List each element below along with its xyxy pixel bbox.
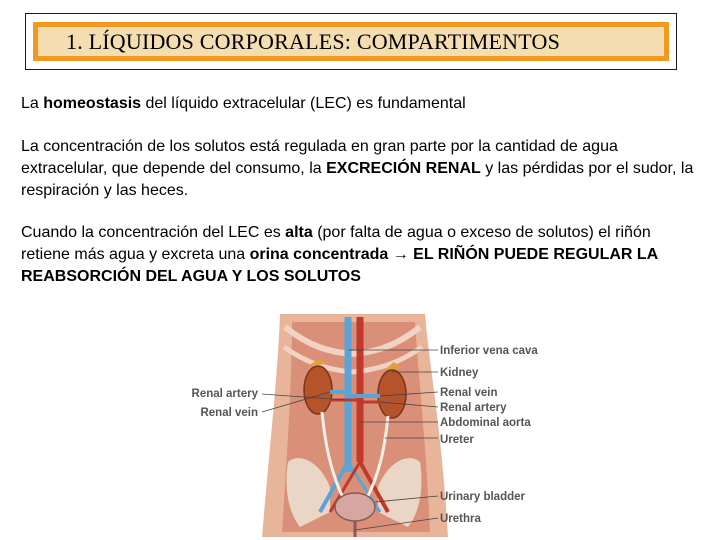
paragraph-solute-concentration [21, 136, 701, 202]
label-renal-artery-left: Renal artery [191, 388, 258, 400]
bold-run: orina concentrada [249, 246, 389, 263]
label-renal-vein: Renal vein [440, 387, 498, 399]
urinary-system-diagram [180, 312, 550, 537]
text-run: La concentración de los solutos está regulada en gran parte por la cantidad de agua extracelular, que depende del consumo, la [21, 138, 618, 177]
text-run: y las pérdidas por el sudor, la respiración y las heces. [21, 160, 694, 199]
text-run: La [21, 95, 44, 112]
label-renal-artery: Renal artery [440, 402, 507, 414]
text-run: → [388, 246, 414, 263]
paragraph-kidney-regulation [21, 222, 701, 288]
text-run: del líquido extracelular (LEC) es fundamental [141, 95, 466, 112]
title-frame [25, 13, 677, 70]
paragraph-homeostasis [21, 93, 701, 115]
label-abdominal-aorta: Abdominal aorta [440, 417, 531, 429]
bold-run: EL RIÑÓN PUEDE REGULAR LA REABSORCIÓN DEL AGUA Y LOS SOLUTOS [21, 246, 658, 285]
text-run: Cuando la concentración del LEC es [21, 224, 286, 241]
label-kidney: Kidney [440, 367, 479, 379]
label-inferior-vena-cava: Inferior vena cava [440, 345, 538, 357]
kidney-right [378, 370, 406, 418]
label-ureter: Ureter [440, 434, 474, 446]
page-title: 1. LÍQUIDOS CORPORALES: COMPARTIMENTOS [66, 28, 561, 54]
urinary-bladder [335, 493, 375, 521]
bold-run: EXCRECIÓN RENAL [326, 160, 481, 177]
label-urinary-bladder: Urinary bladder [440, 491, 525, 503]
bold-run: alta [285, 224, 313, 241]
text-run: (por falta de agua o exceso de solutos) el riñón retiene más agua y excreta una [21, 224, 651, 263]
urinary-system-figure [180, 312, 550, 537]
kidney-left [304, 366, 332, 414]
bold-run: homeostasis [43, 95, 142, 112]
label-renal-vein-left: Renal vein [200, 407, 258, 419]
label-urethra: Urethra [440, 513, 481, 525]
title-banner [33, 22, 669, 61]
